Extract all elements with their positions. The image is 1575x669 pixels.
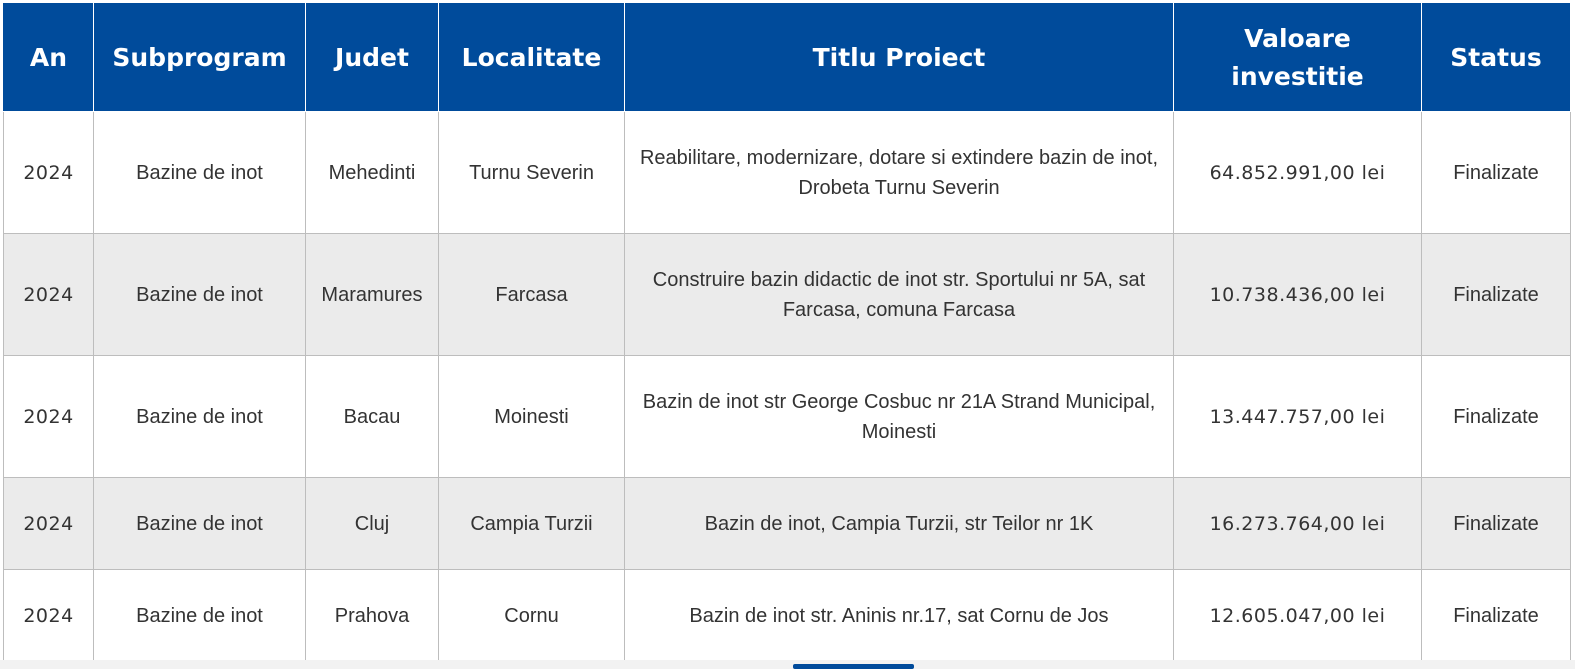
cell-status: Finalizate xyxy=(1422,478,1571,570)
cell-an: 2024 xyxy=(4,478,94,570)
table-row xyxy=(4,112,1571,234)
cell-localitate: Farcasa xyxy=(439,234,625,356)
column-header-an[interactable]: An xyxy=(4,4,94,112)
cell-localitate: Campia Turzii xyxy=(439,478,625,570)
cell-titlu-proiect: Bazin de inot str George Cosbuc nr 21A Strand Municipal, Moinesti xyxy=(625,356,1174,478)
cell-titlu-proiect: Construire bazin didactic de inot str. Sportului nr 5A, sat Farcasa, comuna Farcasa xyxy=(625,234,1174,356)
column-header-status[interactable]: Status xyxy=(1422,4,1571,112)
cell-localitate: Moinesti xyxy=(439,356,625,478)
table-header xyxy=(4,4,1571,112)
table-row xyxy=(4,478,1571,570)
cell-judet: Cluj xyxy=(306,478,439,570)
cell-valoare-investitie: 64.852.991,00 lei xyxy=(1174,112,1422,234)
cell-judet: Maramures xyxy=(306,234,439,356)
cell-titlu-proiect: Bazin de inot str. Aninis nr.17, sat Cornu de Jos xyxy=(625,570,1174,662)
cell-subprogram: Bazine de inot xyxy=(94,234,306,356)
cell-subprogram: Bazine de inot xyxy=(94,112,306,234)
column-header-judet[interactable]: Judet xyxy=(306,4,439,112)
cell-titlu-proiect: Reabilitare, modernizare, dotare si extindere bazin de inot, Drobeta Turnu Severin xyxy=(625,112,1174,234)
cell-valoare-investitie: 16.273.764,00 lei xyxy=(1174,478,1422,570)
cell-valoare-investitie: 12.605.047,00 lei xyxy=(1174,570,1422,662)
column-header-valoare-investitie[interactable]: Valoare investitie xyxy=(1174,4,1422,112)
cell-subprogram: Bazine de inot xyxy=(94,570,306,662)
horizontal-scrollbar-thumb[interactable] xyxy=(793,664,914,669)
column-header-titlu-proiect[interactable]: Titlu Proiect xyxy=(625,4,1174,112)
horizontal-scrollbar-track[interactable] xyxy=(0,660,1575,669)
cell-status: Finalizate xyxy=(1422,570,1571,662)
cell-an: 2024 xyxy=(4,234,94,356)
cell-an: 2024 xyxy=(4,356,94,478)
cell-valoare-investitie: 10.738.436,00 lei xyxy=(1174,234,1422,356)
cell-subprogram: Bazine de inot xyxy=(94,478,306,570)
projects-table xyxy=(3,3,1571,662)
table-row xyxy=(4,570,1571,662)
table-body xyxy=(4,112,1571,662)
column-header-subprogram[interactable]: Subprogram xyxy=(94,4,306,112)
cell-judet: Bacau xyxy=(306,356,439,478)
cell-status: Finalizate xyxy=(1422,356,1571,478)
cell-judet: Prahova xyxy=(306,570,439,662)
table-row xyxy=(4,234,1571,356)
table-row xyxy=(4,356,1571,478)
cell-subprogram: Bazine de inot xyxy=(94,356,306,478)
cell-an: 2024 xyxy=(4,112,94,234)
cell-titlu-proiect: Bazin de inot, Campia Turzii, str Teilor nr 1K xyxy=(625,478,1174,570)
cell-status: Finalizate xyxy=(1422,234,1571,356)
header-row xyxy=(4,4,1571,112)
cell-status: Finalizate xyxy=(1422,112,1571,234)
cell-localitate: Turnu Severin xyxy=(439,112,625,234)
cell-localitate: Cornu xyxy=(439,570,625,662)
column-header-localitate[interactable]: Localitate xyxy=(439,4,625,112)
cell-valoare-investitie: 13.447.757,00 lei xyxy=(1174,356,1422,478)
cell-an: 2024 xyxy=(4,570,94,662)
cell-judet: Mehedinti xyxy=(306,112,439,234)
